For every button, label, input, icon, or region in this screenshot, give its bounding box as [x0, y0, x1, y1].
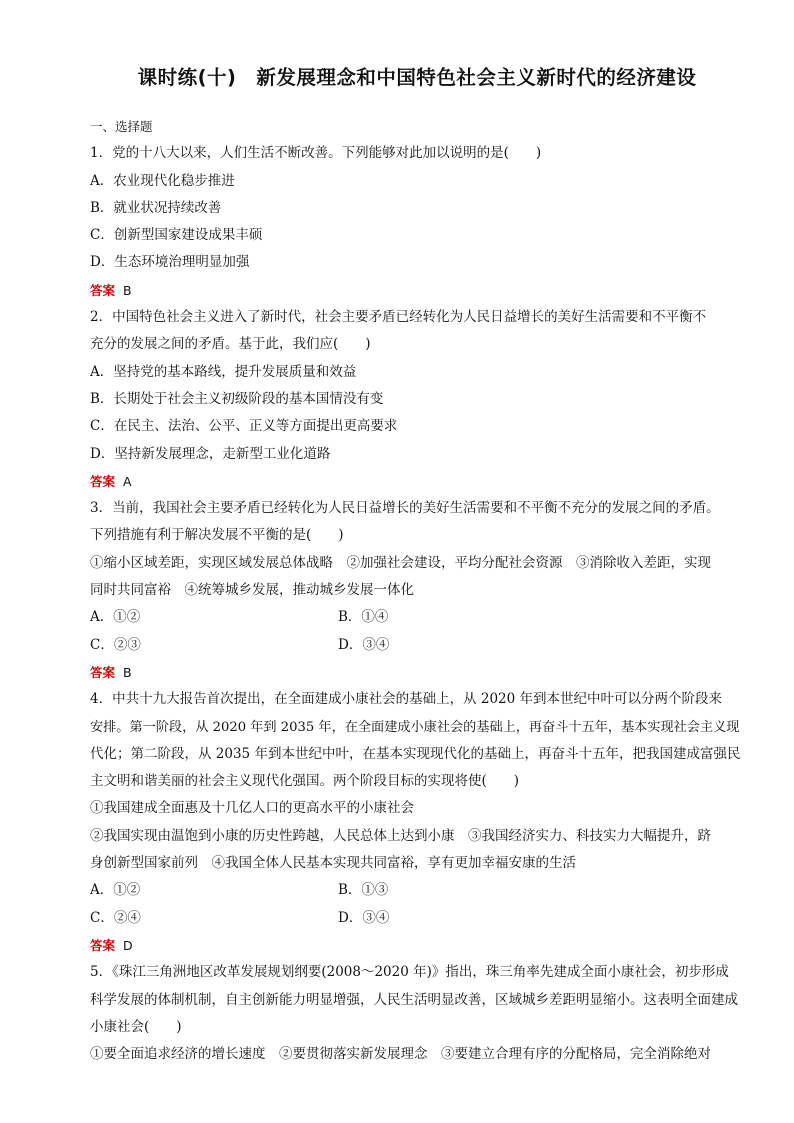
- answer-row: [90, 932, 736, 959]
- option-a: A．①②: [90, 609, 141, 626]
- option-c: C．创新型国家建设成果丰硕: [90, 227, 263, 244]
- option-row: [90, 632, 736, 659]
- answer-value: B: [123, 282, 132, 298]
- question-3: [90, 495, 736, 686]
- option-a: A．农业现代化稳步推进: [90, 172, 235, 189]
- option-row: [90, 877, 736, 904]
- option-b: B．长期处于社会主义初级阶段的基本国情没有变: [90, 390, 384, 407]
- page-title: 课时练(十) 新发展理念和中国特色社会主义新时代的经济建设: [137, 66, 697, 89]
- question-stem-cont: 小康社会( ): [90, 1018, 182, 1035]
- option-row: [90, 604, 736, 631]
- question-stem-cont: 下列措施有利于解决发展不平衡的是( ): [90, 527, 344, 544]
- answer-label: 答案: [90, 937, 116, 953]
- question-stem: 1．党的十八大以来，人们生活不断改善。下列能够对此加以说明的是( ): [90, 145, 542, 162]
- question-4: [90, 686, 741, 959]
- answer-value: A: [123, 473, 132, 489]
- answer-value: B: [123, 664, 132, 680]
- option-b: B．就业状况持续改善: [90, 199, 222, 216]
- option-d: D．坚持新发展理念，走新型工业化道路: [90, 445, 331, 462]
- option-b: B．①③: [338, 882, 389, 899]
- answer-label: 答案: [90, 473, 116, 489]
- option-row: [90, 905, 736, 932]
- option-d: D．生态环境治理明显加强: [90, 254, 250, 271]
- question-5: [90, 959, 736, 1068]
- answer-row: [90, 468, 736, 495]
- statements-cont: 同时共同富裕 ④统筹城乡发展，推动城乡发展一体化: [90, 582, 414, 599]
- question-stem: 4．中共十九大报告首次提出，在全面建成小康社会的基础上，从 2020 年到本世纪中叶可以分两个阶段来: [90, 691, 723, 708]
- option-c: C．②④: [90, 909, 141, 926]
- question-stem-cont: 主文明和谐美丽的社会主义现代化强国。两个阶段目标的实现将使( ): [90, 773, 520, 790]
- statements-cont: 身创新型国家前列 ④我国全体人民基本实现共同富裕，享有更加幸福安康的生活: [90, 855, 576, 872]
- option-c: C．②③: [90, 636, 141, 653]
- option-d: D．③④: [338, 636, 390, 653]
- question-stem-cont: 代化；第二阶段，从 2035 年到本世纪中叶，在基本实现现代化的基础上，再奋斗十五年，把我国建成富强民: [90, 745, 741, 762]
- question-stem: 2．中国特色社会主义进入了新时代，社会主要矛盾已经转化为人民日益增长的美好生活需要和不平衡不: [90, 309, 707, 326]
- question-stem: 3．当前，我国社会主要矛盾已经转化为人民日益增长的美好生活需要和不平衡不充分的发展之间的矛盾。: [90, 500, 720, 517]
- option-a: A．坚持党的基本路线，提升发展质量和效益: [90, 363, 357, 380]
- question-2: [90, 304, 736, 495]
- question-list: [90, 113, 741, 1068]
- question-stem-cont: 充分的发展之间的矛盾。基于此，我们应( ): [90, 336, 371, 353]
- answer-row: [90, 659, 736, 686]
- answer-value: D: [123, 937, 133, 953]
- question-stem: 5．《珠江三角洲地区改革发展规划纲要(2008～2020 年)》指出，珠三角率先建成全面小康社会，初步形成: [90, 964, 729, 981]
- option-a: A．①②: [90, 882, 141, 899]
- option-d: D．③④: [338, 909, 390, 926]
- statements-cont: ②我国实现由温饱到小康的历史性跨越，人民总体上达到小康 ③我国经济实力、科技实力大幅提升，跻: [90, 827, 711, 844]
- question-stem-cont: 科学发展的体制机制，自主创新能力明显增强，人民生活明显改善，区域城乡差距明显缩小。这表明全面建成: [90, 991, 738, 1008]
- answer-label: 答案: [90, 664, 116, 680]
- option-c: C．在民主、法治、公平、正义等方面提出更高要求: [90, 418, 398, 435]
- question-stem-cont: 安排。第一阶段，从 2020 年到 2035 年，在全面建成小康社会的基础上，再奋斗十五年，基本实现社会主义现: [90, 719, 740, 735]
- answer-label: 答案: [90, 282, 116, 298]
- section-heading: 一、选择题: [90, 119, 153, 134]
- statements: ①缩小区域差距，实现区域发展总体战略 ②加强社会建设，平均分配社会资源 ③消除收入差距，实现: [90, 554, 711, 571]
- question-1: [90, 140, 736, 304]
- option-b: B．①④: [338, 609, 389, 626]
- statements: ①我国建成全面惠及十几亿人口的更高水平的小康社会: [90, 800, 414, 817]
- answer-row: [90, 277, 736, 304]
- statements: ①要全面追求经济的增长速度 ②要贯彻落实新发展理念 ③要建立合理有序的分配格局，完全消除绝对: [90, 1046, 711, 1063]
